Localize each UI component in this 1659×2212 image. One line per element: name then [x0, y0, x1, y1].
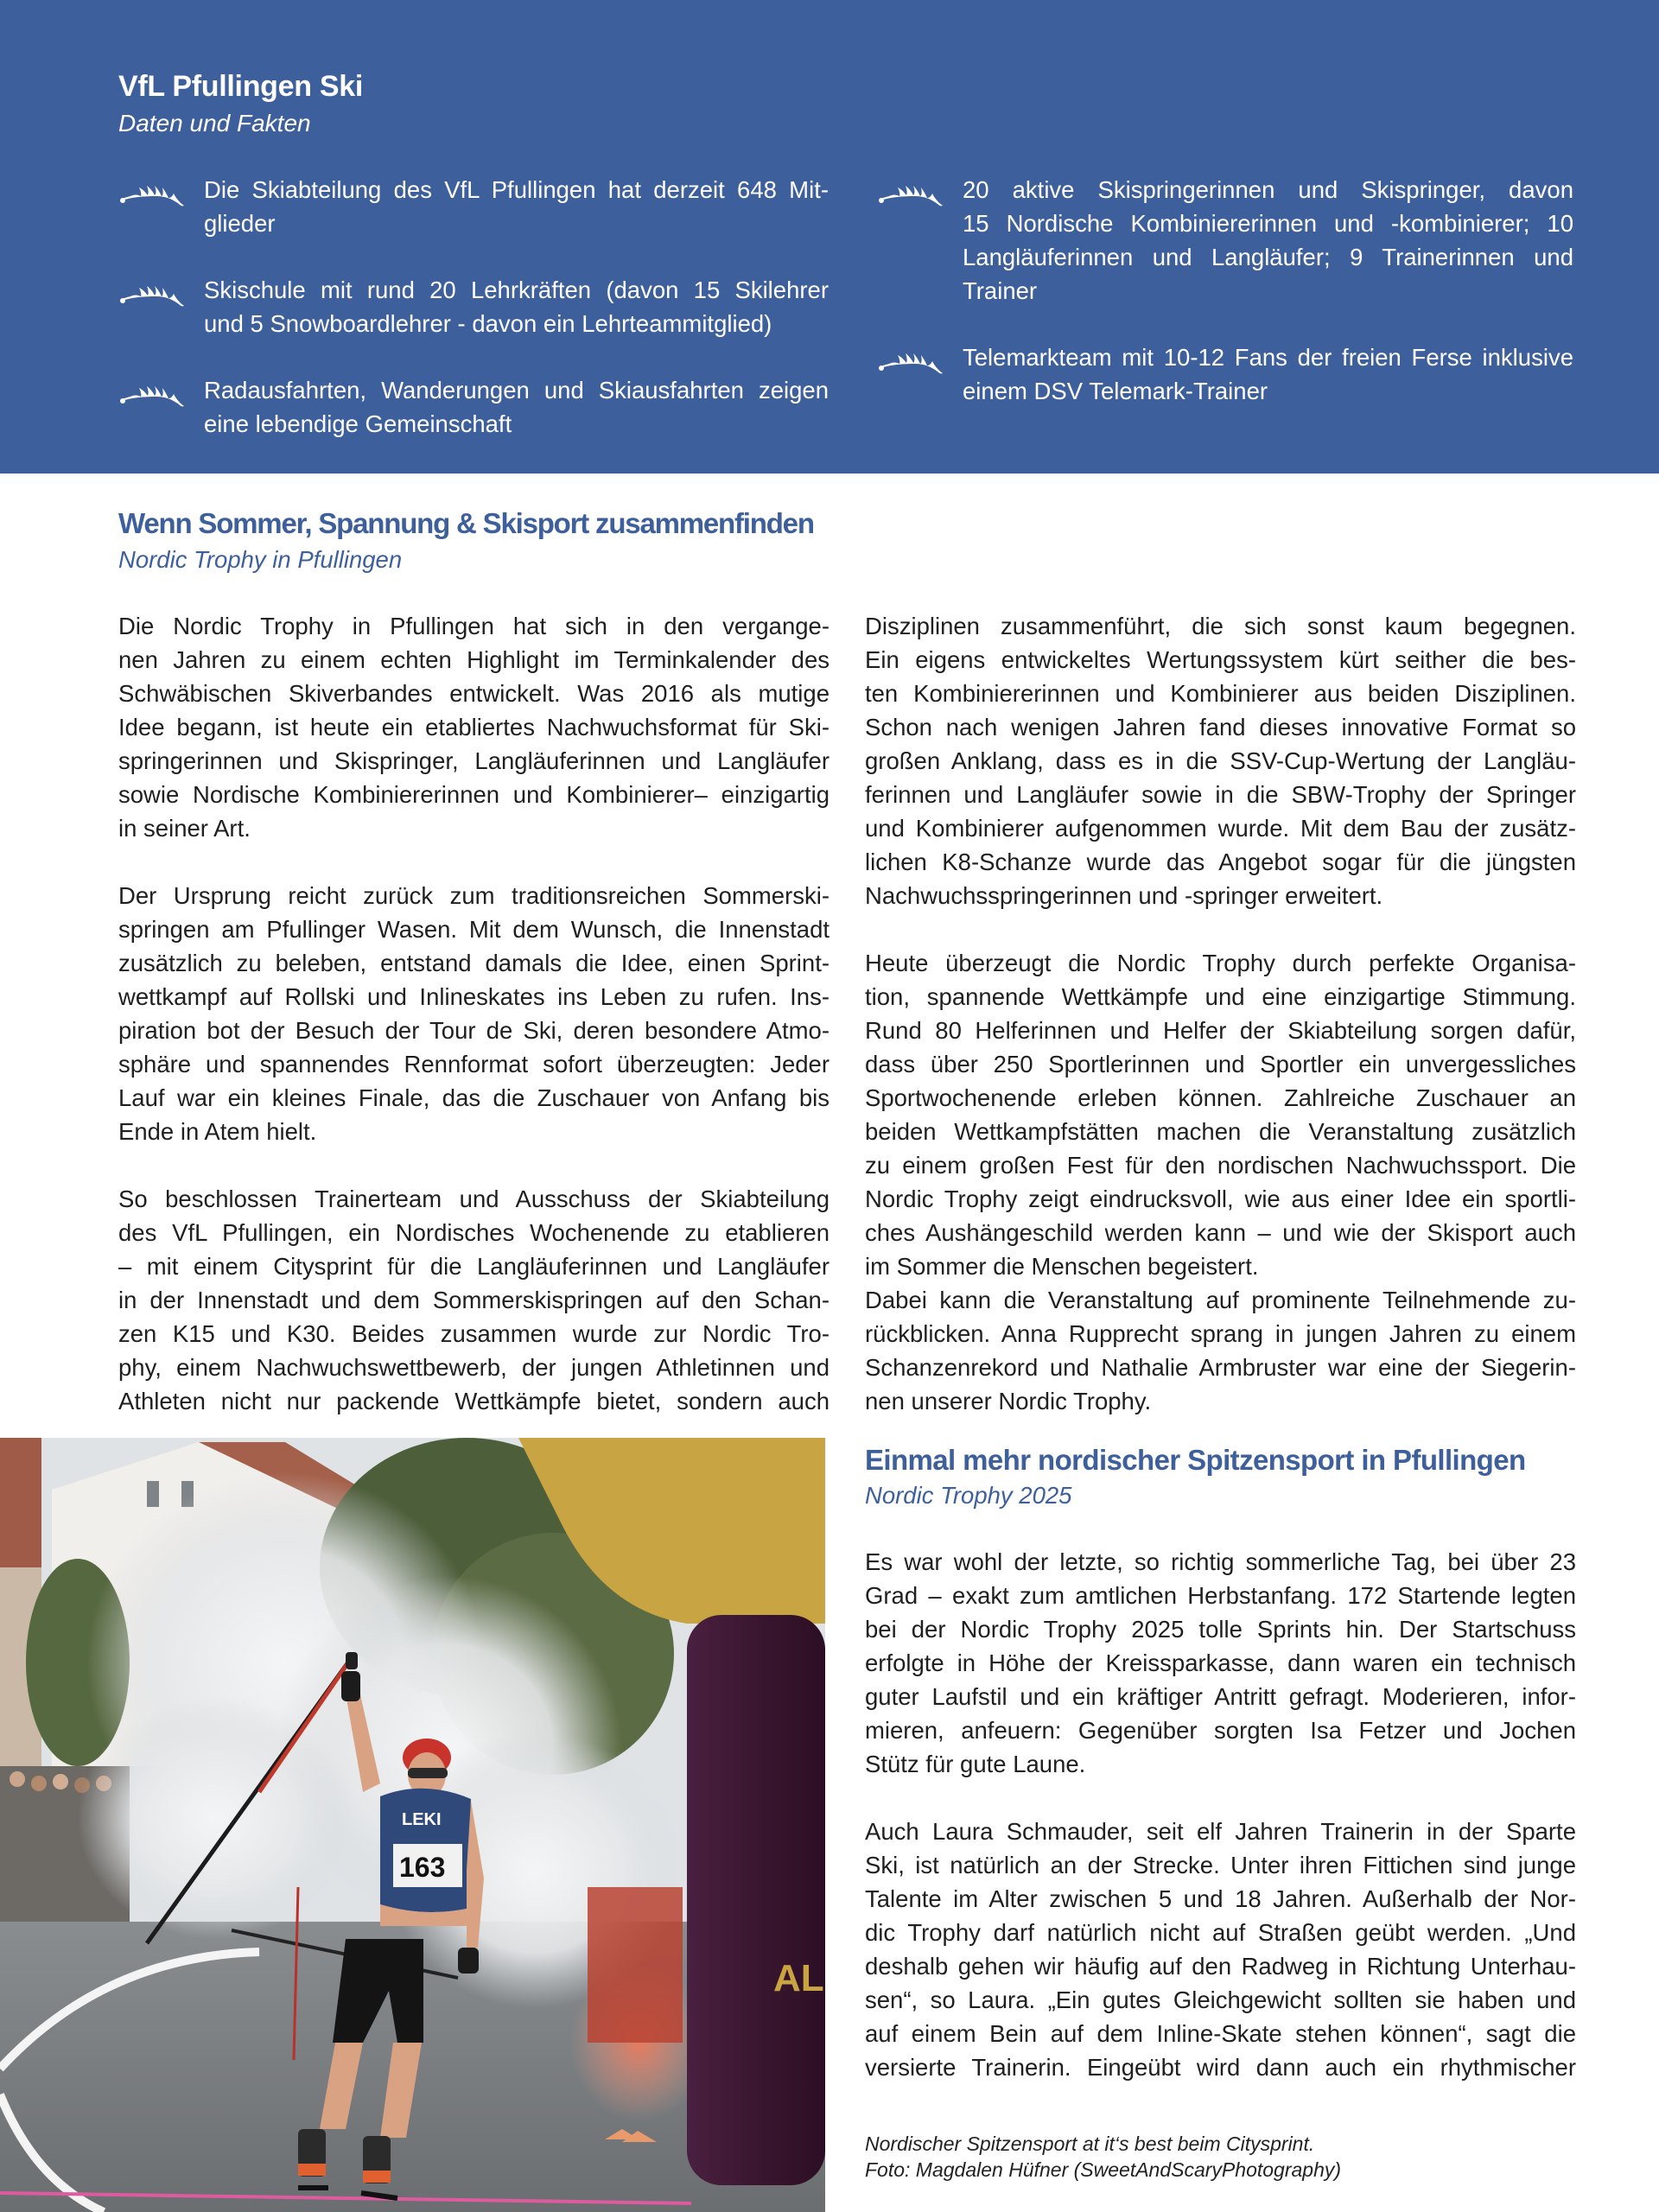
photo-sponsor-text: LEKI [402, 1810, 442, 1829]
text-line: Schon nach wenigen Jahren fand dieses innovative Format so [865, 714, 1576, 741]
text-line: guter Laufstil und ein kräftiger Antritt gefragt. Moderieren, infor- [865, 1683, 1576, 1710]
fact-item [877, 173, 1573, 308]
text-line: nen Jahren zu einem echten Highlight im Terminkalender des [118, 646, 830, 673]
text-line: erfolgte in Höhe der Kreissparkasse, dann waren ein technisch [865, 1649, 1576, 1676]
text-line: So beschlossen Trainerteam und Ausschuss der Skiabteilung [118, 1185, 830, 1212]
text-line: Disziplinen zusammenführt, die sich sonst kaum begegnen. [865, 613, 1576, 639]
text-line: rückblicken. Anna Rupprecht sprang in jungen Jahren zu einem [865, 1320, 1576, 1347]
text-line: ferinnen und Langläufer sowie in die SBW-Trophy der Springer [865, 781, 1576, 808]
paragraph [865, 1545, 1576, 1781]
text-line: Schwäbischen Skiverbandes entwickelt. Was 2016 als mutige [118, 680, 830, 707]
text-line: zen K15 und K30. Beides zusammen wurde zur Nordic Tro- [118, 1320, 830, 1347]
text-line: beiden Wettkampfstätten machen die Veranstaltung zusätzlich [865, 1118, 1576, 1145]
fact-list-right [877, 173, 1573, 441]
text-line: Talente im Alter zwischen 5 und 18 Jahren. Außerhalb der Nor- [865, 1885, 1576, 1912]
text-line: im Sommer die Menschen begeistert. [865, 1253, 1259, 1280]
text-line: ten Kombiniererinnen und Kombinierer aus beiden Disziplinen. [865, 680, 1576, 707]
text-line: – mit einem Citysprint für die Langläuferinnen und Langläufer [118, 1253, 830, 1280]
text-line: Ende in Atem hielt. [118, 1118, 317, 1145]
text-line: Lauf war ein kleines Finale, das die Zuschauer von Anfang bis [118, 1084, 830, 1111]
text-line: tion, spannende Wettkämpfe und eine einzigartige Stimmung. [865, 983, 1576, 1010]
text-line: Rund 80 Helferinnen und Helfer der Skiabteilung sorgen dafür, [865, 1017, 1576, 1044]
fact-line: glieder [204, 210, 276, 237]
fact-item [118, 173, 829, 240]
text-line: wettkampf auf Rollski und Inlineskates ins Leben zu rufen. Ins- [118, 983, 830, 1010]
text-line: sphäre und spannendes Rennformat sofort überzeugten: Jeder [118, 1051, 830, 1077]
text-line: mieren, anfeuern: Gegenüber sorgten Isa Fetzer und Jochen [865, 1717, 1576, 1744]
text-line: Athleten nicht nur packende Wettkämpfe bietet, sondern auch [118, 1388, 830, 1414]
text-line: deshalb gehen wir häufig auf den Radweg in Richtung Unterhau- [865, 1953, 1576, 1980]
text-line: in seiner Art. [118, 815, 251, 842]
caption-credit: Foto: Magdalen Hüfner (SweetAndScaryPhotography) [865, 2158, 1342, 2181]
fact-box-subtitle: Daten und Fakten [118, 110, 311, 137]
fact-line: Trainer [963, 277, 1038, 304]
text-line: Heute überzeugt die Nordic Trophy durch perfekte Organisa- [865, 950, 1576, 976]
text-line: Die Nordic Trophy in Pfullingen hat sich in den vergange- [118, 613, 830, 639]
antler-icon [877, 342, 944, 377]
article-column-right [865, 609, 1576, 1418]
text-line: Grad – exakt zum amtlichen Herbstanfang. 172 Startende legten [865, 1582, 1576, 1609]
text-line: dass über 250 Sportlerinnen und Sportler ein unvergessliches [865, 1051, 1576, 1077]
paragraph [865, 1815, 1576, 2084]
fact-line: 20 aktive Skispringerinnen und Skispringer, davon [963, 176, 1573, 203]
text-line: dic Trophy darf natürlich nicht auf Straßen geübt werden. „Und [865, 1919, 1576, 1946]
text-line: Ski, ist natürlich an der Strecke. Unter ihren Fittichen sind junge [865, 1852, 1576, 1878]
paragraph [118, 879, 830, 1148]
text-line: Nachwuchsspringerinnen und -springer erweitert. [865, 882, 1383, 909]
text-line: bei der Nordic Trophy 2025 tolle Sprints hin. Der Startschuss [865, 1616, 1576, 1643]
text-line: sen“, so Laura. „Ein gutes Gleichgewicht sollten sie haben und [865, 1986, 1576, 2013]
paragraph [865, 946, 1576, 1283]
antler-icon [118, 175, 186, 209]
paragraph [118, 609, 830, 845]
text-line: zu einem großen Fest für den nordischen Nachwuchssport. Die [865, 1152, 1576, 1179]
text-line: Stütz für gute Laune. [865, 1751, 1086, 1777]
text-line: großen Anklang, dass es in die SSV-Cup-Wertung der Langläu- [865, 747, 1576, 774]
fact-line: Skischule mit rund 20 Lehrkräften (davon 15 Skilehrer [204, 276, 829, 303]
paragraph [118, 1182, 830, 1418]
text-line: piration bot der Besuch der Tour de Ski, deren besondere Atmo- [118, 1017, 830, 1044]
text-line: Auch Laura Schmauder, seit elf Jahren Trainerin in der Sparte [865, 1818, 1576, 1845]
fact-line: Die Skiabteilung des VfL Pfullingen hat derzeit 648 Mit- [204, 176, 829, 203]
antler-icon [118, 275, 186, 309]
antler-icon [877, 175, 944, 209]
paragraph [865, 1283, 1576, 1418]
text-line: versierte Trainerin. Eingeübt wird dann auch ein rhythmischer [865, 2054, 1576, 2081]
fact-line: 15 Nordische Kombiniererinnen und -kombinierer; 10 [963, 210, 1573, 237]
fact-list-left [118, 173, 829, 474]
text-line: des VfL Pfullingen, ein Nordisches Wochenende zu etablieren [118, 1219, 830, 1246]
fact-box-title: VfL Pfullingen Ski [118, 70, 364, 103]
text-line: Nordic Trophy zeigt eindrucksvoll, wie aus einer Idee ein sportli- [865, 1185, 1576, 1212]
fact-line: und 5 Snowboardlehrer - davon ein Lehrteammitglied) [204, 310, 772, 337]
fact-item [118, 373, 829, 441]
caption-text: Nordischer Spitzensport at it‘s best beim Citysprint. [865, 2133, 1315, 2155]
text-line: Der Ursprung reicht zurück zum traditionsreichen Sommerski- [118, 882, 830, 909]
text-line: lichen K8-Schanze wurde das Angebot sogar für die jüngsten [865, 849, 1576, 875]
fact-item [877, 340, 1573, 408]
photo-arch-text: AL [773, 1957, 824, 1999]
article-column-left [118, 609, 830, 1418]
antler-icon [118, 375, 186, 410]
article2-headline: Einmal mehr nordischer Spitzensport in Pfullingen [865, 1444, 1526, 1476]
article-kicker: Nordic Trophy in Pfullingen [118, 546, 403, 573]
text-line: und Kombinierer aufgenommen wurde. Mit dem Bau der zusätz- [865, 815, 1576, 842]
fact-line: Telemarkteam mit 10-12 Fans der freien Ferse inklusive [963, 344, 1573, 371]
text-line: Idee begann, ist heute ein etabliertes Nachwuchsformat für Ski- [118, 714, 830, 741]
text-line: phy, einem Nachwuchswettbewerb, der jungen Athletinnen und [118, 1354, 830, 1381]
photo-bib-number: 163 [399, 1852, 446, 1883]
text-line: Ein eigens entwickeltes Wertungssystem kürt seither die bes- [865, 646, 1576, 673]
fact-line: eine lebendige Gemeinschaft [204, 410, 512, 437]
text-line: Sportwochenende erleben können. Zahlreiche Zuschauer an [865, 1084, 1576, 1111]
text-line: zusätzlich zu beleben, entstand damals die Idee, einen Sprint- [118, 950, 830, 976]
text-line: springerinnen und Skispringer, Langläuferinnen und Langläufer [118, 747, 830, 774]
fact-box [0, 0, 1659, 474]
text-line: in der Innenstadt und dem Sommerskispringen auf den Schan- [118, 1287, 830, 1313]
article2-body [865, 1545, 1576, 2084]
article2-kicker: Nordic Trophy 2025 [865, 1482, 1072, 1509]
fact-item [118, 273, 829, 340]
text-line: ches Aushängeschild werden kann – und wie der Skisport auch [865, 1219, 1576, 1246]
photo-caption [865, 2131, 1341, 2183]
race-photo [0, 1438, 825, 2212]
article-headline: Wenn Sommer, Spannung & Skisport zusammenfinden [118, 507, 814, 539]
paragraph [865, 609, 1576, 912]
text-line: auf einem Bein auf dem Inline-Skate stehen können“, sagt die [865, 2020, 1576, 2047]
fact-line: Radausfahrten, Wanderungen und Skiausfahrten zeigen [204, 377, 829, 404]
text-line: Dabei kann die Veranstaltung auf prominente Teilnehmende zu- [865, 1287, 1576, 1313]
fact-line: Langläuferinnen und Langläufer; 9 Trainerinnen und [963, 244, 1573, 270]
photo-barrier [588, 1887, 683, 2043]
text-line: Schanzenrekord und Nathalie Armbruster war eine der Siegerin- [865, 1354, 1576, 1381]
text-line: springen am Pfullinger Wasen. Mit dem Wunsch, die Innenstadt [118, 916, 830, 943]
text-line: sowie Nordische Kombiniererinnen und Kombinierer– einzigartig [118, 781, 830, 808]
text-line: nen unserer Nordic Trophy. [865, 1388, 1152, 1414]
fact-line: einem DSV Telemark-Trainer [963, 378, 1268, 404]
text-line: Es war wohl der letzte, so richtig sommerliche Tag, bei über 23 [865, 1548, 1576, 1575]
